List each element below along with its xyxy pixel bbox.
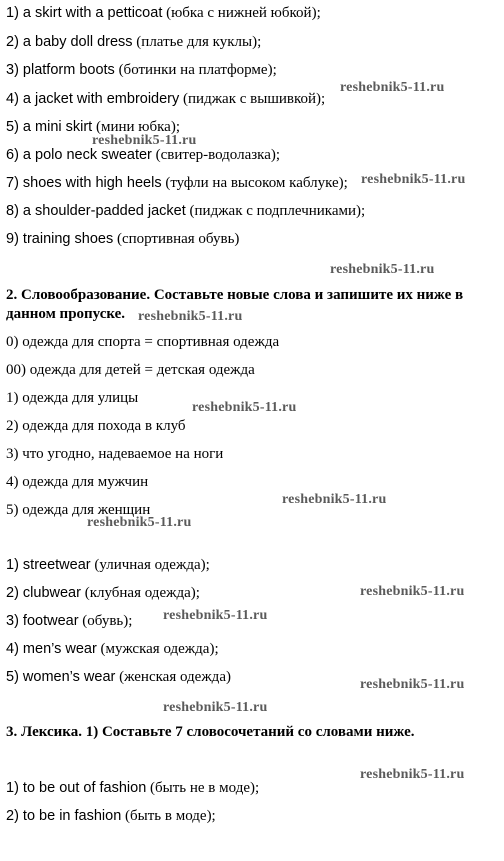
list1-item-5: 5) a mini skirt (мини юбка); [6, 119, 181, 135]
watermark: reshebnik5-11.ru [87, 515, 192, 530]
watermark: reshebnik5-11.ru [340, 80, 445, 95]
list1-item-9: 9) training shoes (спортивная обувь) [6, 231, 240, 247]
section2-item-4: 4) одежда для мужчин [6, 474, 149, 490]
list1-item-7: 7) shoes with high heels (туфли на высоком каблуке); [6, 175, 348, 191]
section3-heading: 3. Лексика. 1) Составьте 7 словосочетаний со словами ниже. [6, 724, 415, 740]
section2-answer-4: 4) men’s wear (мужская одежда); [6, 641, 219, 657]
list1-item-2: 2) a baby doll dress (платье для куклы); [6, 34, 262, 50]
list1-item-3: 3) platform boots (ботинки на платформе); [6, 62, 277, 78]
section2-example-00: 00) одежда для детей = детская одежда [6, 362, 255, 378]
section2-answer-2: 2) clubwear (клубная одежда); [6, 585, 200, 601]
watermark: reshebnik5-11.ru [163, 608, 268, 623]
section3-answer-2: 2) to be in fashion (быть в моде); [6, 808, 216, 824]
list1-item-4: 4) a jacket with embroidery (пиджак с вышивкой); [6, 91, 326, 107]
watermark: reshebnik5-11.ru [330, 262, 435, 277]
watermark: reshebnik5-11.ru [361, 172, 466, 187]
watermark: reshebnik5-11.ru [138, 309, 243, 324]
section3-answer-1: 1) to be out of fashion (быть не в моде); [6, 780, 260, 796]
section2-example-0: 0) одежда для спорта = спортивная одежда [6, 334, 280, 350]
watermark: reshebnik5-11.ru [92, 133, 197, 148]
section2-heading-line2: данном пропуске. [6, 306, 126, 322]
section2-item-2: 2) одежда для похода в клуб [6, 418, 186, 434]
watermark: reshebnik5-11.ru [360, 584, 465, 599]
watermark: reshebnik5-11.ru [192, 400, 297, 415]
section2-item-3: 3) что угодно, надеваемое на ноги [6, 446, 224, 462]
list1-item-8: 8) a shoulder-padded jacket (пиджак с подплечниками); [6, 203, 366, 219]
section2-answer-5: 5) women’s wear (женская одежда) [6, 669, 231, 685]
watermark: reshebnik5-11.ru [163, 700, 268, 715]
section2-item-5: 5) одежда для женщин [6, 502, 151, 518]
list1-item-6: 6) a polo neck sweater (свитер-водолазка); [6, 147, 281, 163]
section2-answer-1: 1) streetwear (уличная одежда); [6, 557, 210, 573]
section2-heading-line1: 2. Словообразование. Составьте новые слова и запишите их ниже в [6, 287, 464, 303]
section2-answer-3: 3) footwear (обувь); [6, 613, 133, 629]
watermark: reshebnik5-11.ru [282, 492, 387, 507]
list1-item-1: 1) a skirt with a petticoat (юбка с нижней юбкой); [6, 5, 321, 21]
section2-item-1: 1) одежда для улицы [6, 390, 139, 406]
watermark: reshebnik5-11.ru [360, 677, 465, 692]
watermark: reshebnik5-11.ru [360, 767, 465, 782]
